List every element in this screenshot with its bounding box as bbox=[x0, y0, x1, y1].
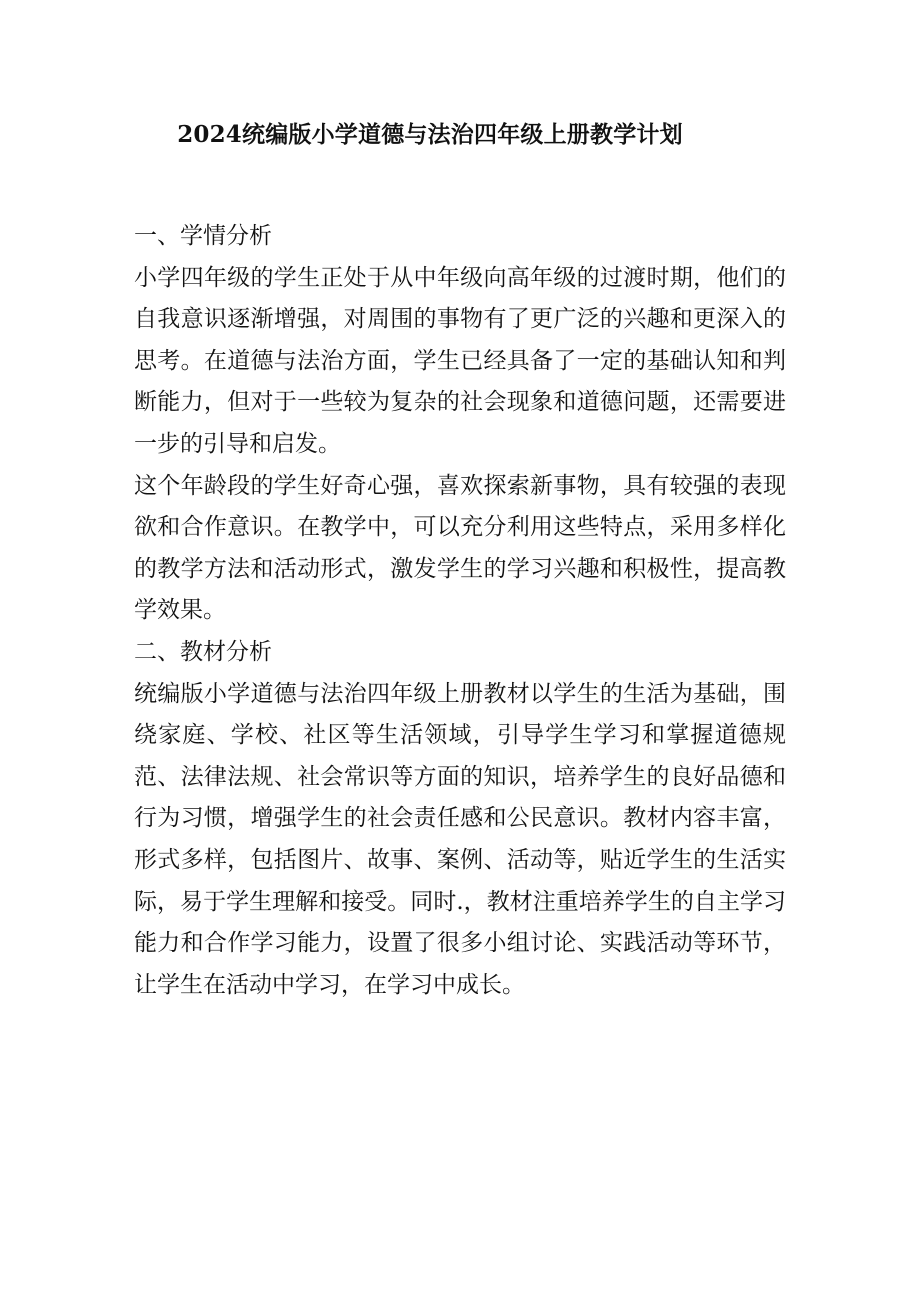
section-heading-learning-analysis: 一、学情分析 bbox=[134, 223, 272, 249]
document-body bbox=[134, 216, 786, 1006]
paragraph-textbook-analysis-1: 统编版小学道德与法治四年级上册教材以学生的生活为基础，围绕家庭、学校、社区等生活领域，引导学生学习和掌握道德规范、法律法规、社会常识等方面的知识，培养学生的良好品德和行为习惯，增强学生的社会责任感和公民意识。教材内容丰富，形式多样，包括图片、故事、案例、活动等，贴近学生的生活实际，易于学生理解和接受。同时.，教材注重培养学生的自主学习能力和合作学习能力，设置了很多小组讨论、实践活动等环节，让学生在活动中学习，在学习中成长。 bbox=[134, 680, 786, 998]
paragraph-learning-analysis-1: 小学四年级的学生正处于从中年级向高年级的过渡时期，他们的自我意识逐渐增强，对周围的事物有了更广泛的兴趣和更深入的思考。在道德与法治方面，学生已经具备了一定的基础认知和判断能力，但对于一些较为复杂的社会现象和道德问题，还需要进一步的引导和启发。 bbox=[134, 264, 786, 457]
document-title: 2024统编版小学道德与法治四年级上册教学计划 bbox=[177, 121, 683, 148]
section-heading-textbook-analysis: 二、教材分析 bbox=[134, 638, 272, 665]
paragraph-learning-analysis-2: 这个年龄段的学生好奇心强，喜欢探索新事物，具有较强的表现欲和合作意识。在教学中，可以充分利用这些特点，采用多样化的教学方法和活动形式，激发学生的学习兴趣和积极性，提高教学效果。 bbox=[134, 472, 786, 624]
